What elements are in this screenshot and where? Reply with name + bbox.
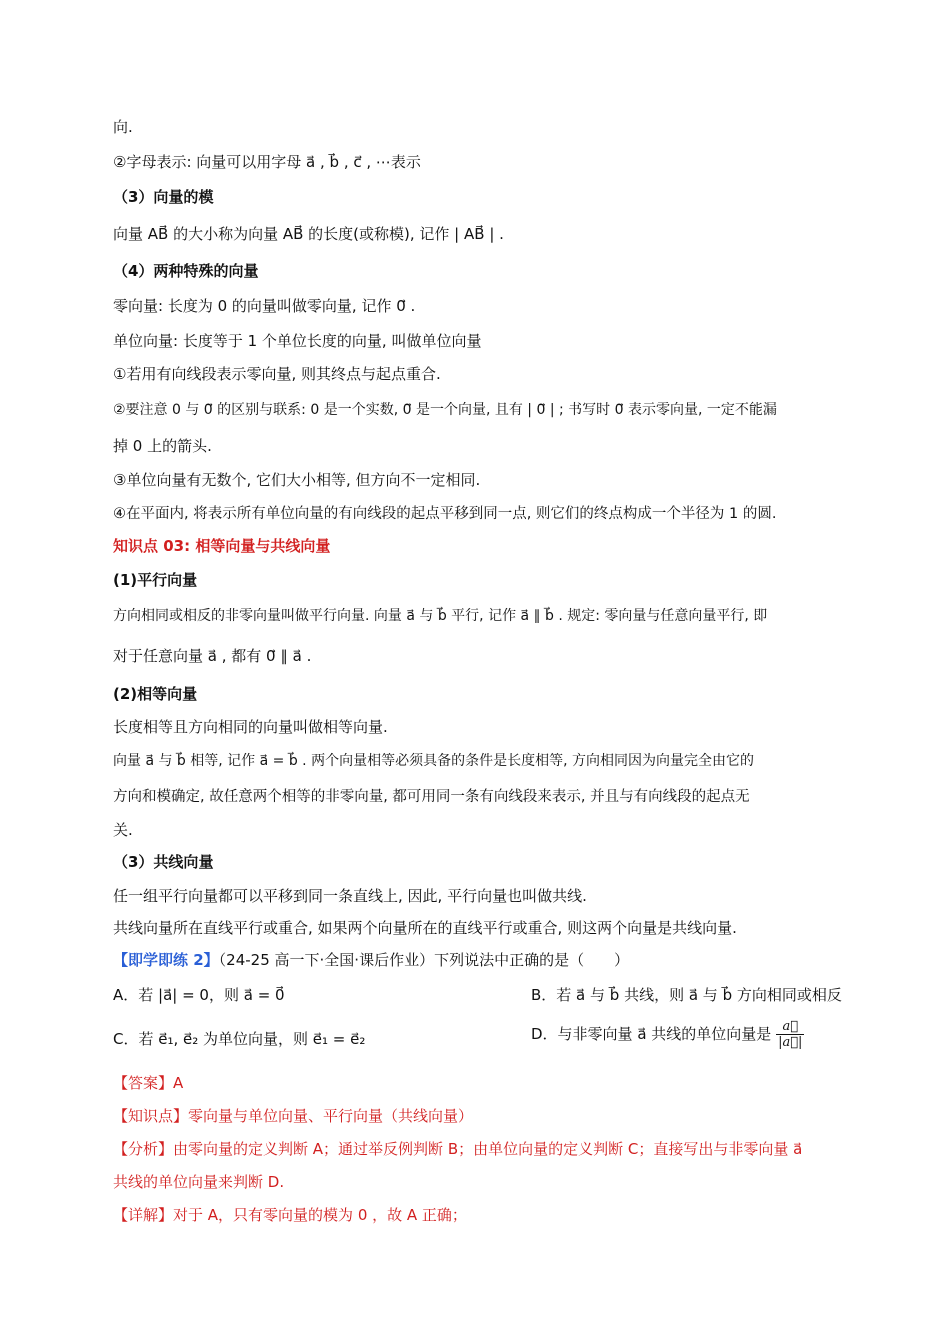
analysis-tag: 【分析】 — [113, 1140, 174, 1158]
text-line: 向. — [113, 118, 133, 136]
text-line: 方向相同或相反的非零向量叫做平行向量. 向量 a⃗ 与 b⃗ 平行, 记作 a⃗ ∥ b⃗ . 规定: 零向量与任意向量平行, 即 — [113, 608, 768, 624]
section-heading: (1)平行向量 — [113, 571, 198, 589]
fraction-denominator: |a⃗| — [778, 1035, 803, 1050]
text-line: 对于任意向量 a⃗ , 都有 0⃗ ∥ a⃗ . — [113, 647, 312, 665]
knowledge-point-text: 零向量与单位向量、平行向量（共线向量） — [188, 1107, 474, 1125]
options-row-2 — [113, 1019, 870, 1050]
text-line: 向量 AB⃗ 的大小称为向量 AB⃗ 的长度(或称模), 记作 | AB⃗ | . — [113, 225, 504, 243]
analysis-line-2: 共线的单位向量来判断 D. — [113, 1173, 285, 1191]
text-line: ②字母表示: 向量可以用字母 a⃗ , b⃗ , c⃗ , ⋯表示 — [113, 153, 421, 171]
text-line: ②要注意 0 与 0⃗ 的区别与联系: 0 是一个实数, 0⃗ 是一个向量, 且有 | 0⃗ | ; 书写时 0⃗ 表示零向量, 一定不能漏 — [113, 402, 777, 418]
text-line: 单位向量: 长度等于 1 个单位长度的向量, 叫做单位向量 — [113, 332, 482, 350]
answer-value: A — [173, 1074, 184, 1092]
section-heading: （3）向量的模 — [113, 188, 214, 206]
option-d — [531, 1019, 804, 1050]
section-heading: （4）两种特殊的向量 — [113, 262, 259, 280]
detail-text: 对于 A，只有零向量的模为 0 ，故 A 正确； — [173, 1206, 467, 1224]
options-row-1 — [113, 985, 870, 1005]
option-c: C．若 e⃗₁, e⃗₂ 为单位向量，则 e⃗₁ = e⃗₂ — [113, 1030, 366, 1048]
analysis-text: 由零向量的定义判断 A；通过举反例判断 B；由单位向量的定义判断 C；直接写出与非零向量 a⃗ — [173, 1140, 803, 1158]
text-line: ①若用有向线段表示零向量, 则其终点与起点重合. — [113, 365, 441, 383]
analysis-line — [113, 1139, 870, 1159]
text-line: ④在平面内, 将表示所有单位向量的有向线段的起点平移到同一点, 则它们的终点构成一个半径为 1 的圆. — [113, 506, 777, 522]
exercise-stem — [113, 950, 870, 970]
text-line: 共线向量所在直线平行或重合, 如果两个向量所在的直线平行或重合, 则这两个向量是共线向量. — [113, 919, 737, 937]
detail-tag: 【详解】 — [113, 1206, 174, 1224]
text-line: ③单位向量有无数个, 它们大小相等, 但方向不一定相同. — [113, 471, 481, 489]
text-line: 长度相等且方向相同的向量叫做相等向量. — [113, 718, 388, 736]
answer-line — [113, 1073, 870, 1093]
section-heading: （3）共线向量 — [113, 853, 214, 871]
exercise-question: （24-25 高一下·全国·课后作业）下列说法中正确的是（ ） — [218, 951, 630, 969]
text-line: 零向量: 长度为 0 的向量叫做零向量, 记作 0⃗ . — [113, 297, 416, 315]
text-line: 方向和模确定, 故任意两个相等的非零向量, 都可用同一条有向线段来表示, 并且与有向线段的起点无 — [113, 789, 750, 805]
option-d-text: D．与非零向量 a⃗ 共线的单位向量是 — [531, 1025, 772, 1043]
exercise-tag: 【即学即练 2】 — [113, 951, 219, 969]
section-heading: (2)相等向量 — [113, 685, 198, 703]
text-line: 任一组平行向量都可以平移到同一条直线上, 因此, 平行向量也叫做共线. — [113, 887, 587, 905]
detail-line — [113, 1205, 870, 1225]
knowledge-point-tag: 【知识点】 — [113, 1107, 189, 1125]
option-b: B．若 a⃗ 与 b⃗ 共线，则 a⃗ 与 b⃗ 方向相同或相反 — [531, 986, 842, 1004]
fraction-numerator: a⃗ — [776, 1019, 804, 1035]
text-line: 向量 a⃗ 与 b⃗ 相等, 记作 a⃗ = b⃗ . 两个向量相等必须具备的条件是长度相等, 方向相同因为向量完全由它的 — [113, 753, 754, 769]
knowledge-point-line — [113, 1106, 870, 1126]
text-line: 关. — [113, 821, 133, 839]
answer-tag: 【答案】 — [113, 1074, 174, 1092]
text-line: 掉 0 上的箭头. — [113, 437, 212, 455]
unit-vector-fraction — [776, 1019, 804, 1050]
option-a: A．若 |a⃗| = 0，则 a⃗ = 0⃗ — [113, 986, 285, 1004]
knowledge-point-heading: 知识点 03: 相等向量与共线向量 — [113, 537, 331, 555]
